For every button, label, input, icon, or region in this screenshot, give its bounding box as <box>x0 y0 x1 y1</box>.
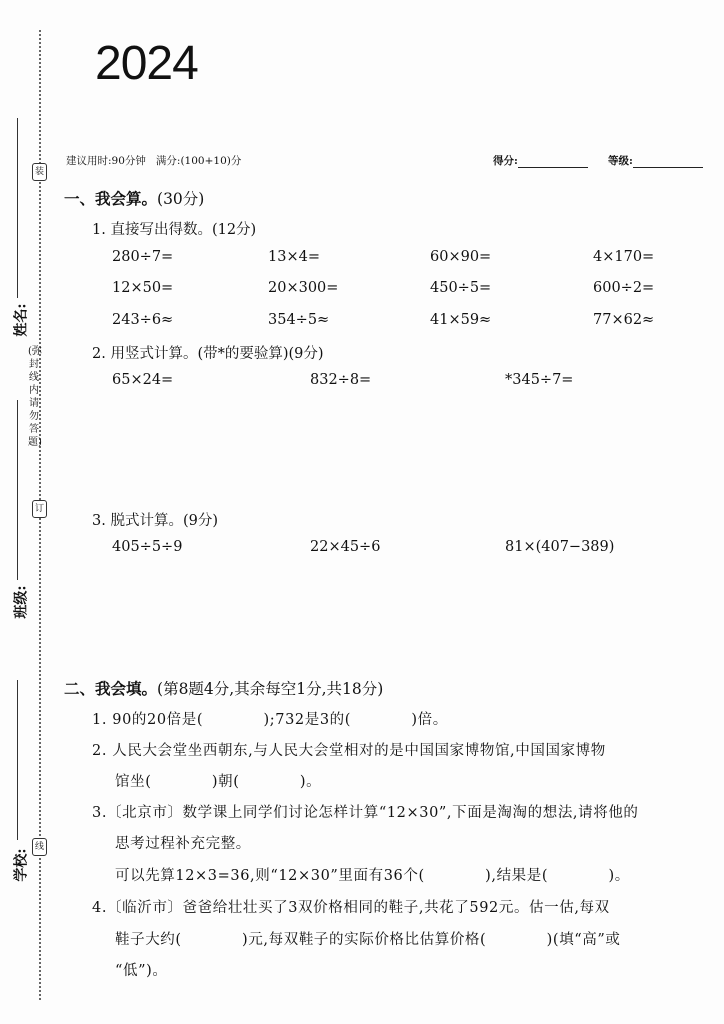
fill-line: 3.〔北京市〕数学课上同学们讨论怎样计算“12×30”,下面是淘淘的想法,请将他的 <box>92 805 639 821</box>
q1-item: 450÷5= <box>430 280 492 296</box>
q1-item: 280÷7= <box>112 249 174 265</box>
q1-item: 13×4= <box>268 249 320 265</box>
q1-item: 77×62≈ <box>593 312 655 328</box>
class-line <box>17 400 18 580</box>
score-blank[interactable] <box>518 155 588 168</box>
fill-line: 4.〔临沂市〕爸爸给壮壮买了3双价格相同的鞋子,共花了592元。估一估,每双 <box>92 900 610 916</box>
fill-line: 思考过程补充完整。 <box>115 836 251 852</box>
fill-line: “低”)。 <box>115 963 168 979</box>
q3-item: 405÷5÷9 <box>112 539 183 555</box>
name-label: 姓名: <box>13 303 30 337</box>
fill-line: 2. 人民大会堂坐西朝东,与人民大会堂相对的是中国国家博物馆,中国国家博物 <box>92 743 606 759</box>
seal-mark-top: 装 <box>32 163 47 181</box>
fill-line: 鞋子大约( )元,每双鞋子的实际价格比估算价格( )(填“高”或 <box>115 932 621 948</box>
score-label: 得分: <box>493 155 518 167</box>
q1-title: 1. 直接写出得数。(12分) <box>92 222 257 238</box>
school-line <box>17 680 18 840</box>
grade-label: 等级: <box>608 155 633 167</box>
name-line <box>17 118 18 298</box>
fill-line: 可以先算12×3=36,则“12×30”里面有36个( ),结果是( )。 <box>115 868 630 884</box>
q1-item: 354÷5≈ <box>268 312 330 328</box>
year-title: 2024 <box>95 37 198 90</box>
q2-item: *345÷7= <box>505 372 574 388</box>
score-field[interactable] <box>493 153 588 168</box>
q3-item: 81×(407−389) <box>505 539 615 555</box>
q1-item: 12×50= <box>112 280 174 296</box>
class-label: 班级: <box>13 585 30 619</box>
q1-item: 41×59≈ <box>430 312 492 328</box>
school-label: 学校: <box>13 848 30 882</box>
time-text: 建议用时:90分钟 <box>66 155 146 167</box>
fill-line: 馆坐( )朝( )。 <box>115 774 322 790</box>
grade-field[interactable] <box>608 153 703 168</box>
q2-title: 2. 用竖式计算。(带*的要验算)(9分) <box>92 346 324 362</box>
q3-item: 22×45÷6 <box>310 539 381 555</box>
q1-item: 4×170= <box>593 249 655 265</box>
q1-item: 20×300= <box>268 280 339 296</box>
q1-item: 243÷6≈ <box>112 312 174 328</box>
section-2-title: 二、我会填。(第8题4分,其余每空1分,共18分) <box>64 679 384 698</box>
q1-item: 60×90= <box>430 249 492 265</box>
full-score-text: 满分:(100+10)分 <box>155 155 242 167</box>
q3-title: 3. 脱式计算。(9分) <box>92 513 218 529</box>
suggested-time <box>66 153 241 168</box>
seal-mark-middle: 订 <box>32 500 47 518</box>
section-1-title: 一、我会算。(30分) <box>64 189 205 208</box>
q2-item: 65×24= <box>112 372 174 388</box>
fill-line: 1. 90的20倍是( );732是3的( )倍。 <box>92 712 448 728</box>
grade-blank[interactable] <box>633 155 703 168</box>
q1-item: 600÷2= <box>593 280 655 296</box>
seal-note: (弥封线内请勿答题) <box>28 346 42 448</box>
q2-item: 832÷8= <box>310 372 372 388</box>
seal-mark-bottom: 线 <box>32 838 47 856</box>
